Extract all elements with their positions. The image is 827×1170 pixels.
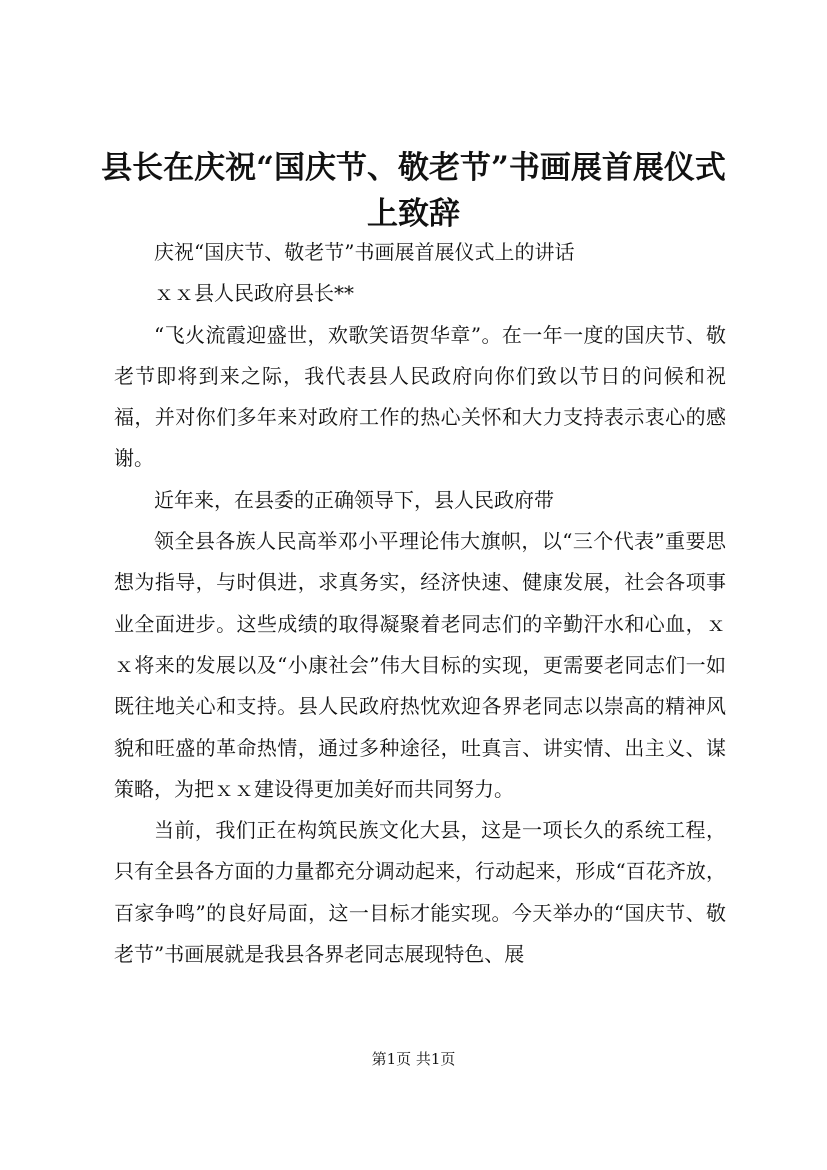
paragraph-speaker: ｘｘ县人民政府县长** [154,281,354,306]
document-title: 县长在庆祝“国庆节、敬老节”书画展首展仪式上致辞 [101,150,726,232]
paragraph-achievements: 领全县各族人民高举邓小平理论伟大旗帜，以“三个代表”重要思想为指导，与时俱进，求真务实，经济快速、健康发展，社会各项事业全面进步。这些成绩的取得凝聚着老同志们的辛勤汗水和心血，ｘｘ将来的发展以及“小康社会”伟大目标的实现，更需要老同志们一如既往地关心和支持。县人民政府热忱欢迎各界老同志以崇高的精神风貌和旺盛的革命热情，通过多种途径，吐真言、讲实情、出主义、谋策略，为把ｘｘ建设得更加美好而共同努力。 [114,529,726,801]
paragraph-greeting: “飞火流霞迎盛世，欢歌笑语贺华章”。在一年一度的国庆节、敬老节即将到来之际，我代表县人民政府向你们致以节日的问候和祝福，并对你们多年来对政府工作的热心关怀和大力支持表示衷心的感谢。 [114,322,726,471]
paragraph-current: 当前，我们正在构筑民族文化大县，这是一项长久的系统工程，只有全县各方面的力量都充分调动起来，行动起来，形成“百花齐放，百家争鸣”的良好局面，这一目标才能实现。今天举办的“国庆节、敬老节”书画展就是我县各界老同志展现特色、展 [114,818,726,967]
paragraph-intro: 近年来，在县委的正确领导下，县人民政府带 [154,487,554,512]
page-footer: 第1页 共1页 [371,1050,456,1068]
paragraph-subtitle: 庆祝“国庆节、敬老节”书画展首展仪式上的讲话 [154,240,575,264]
document-body [114,232,726,975]
